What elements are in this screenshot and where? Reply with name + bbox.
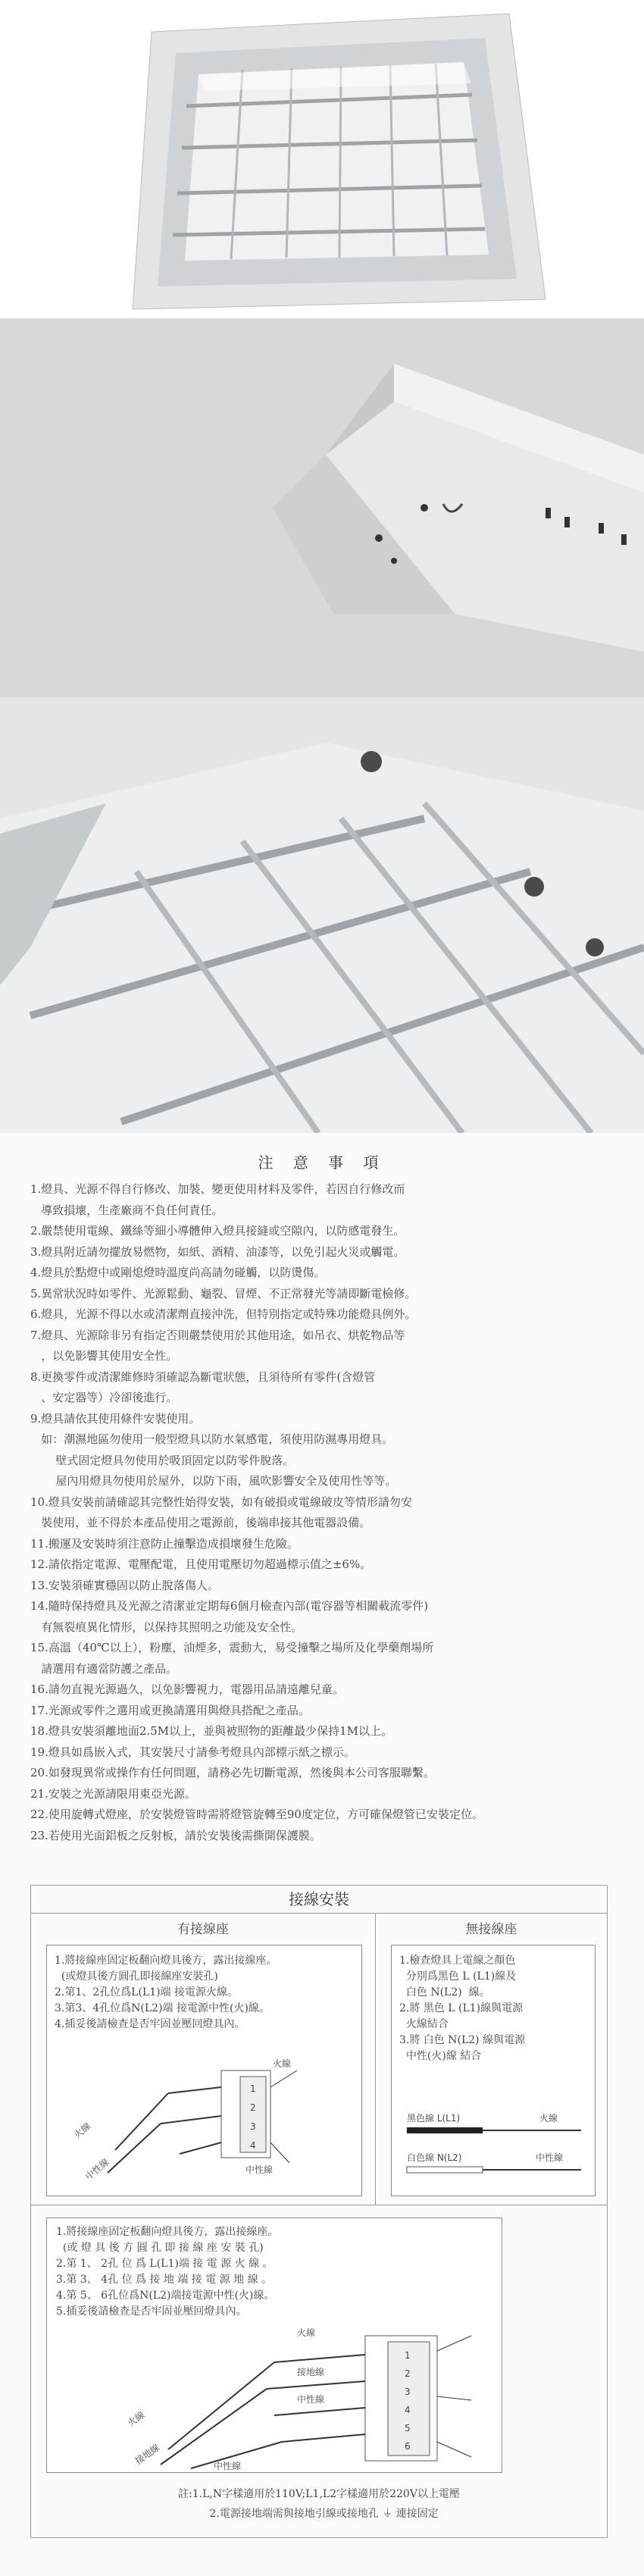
- notice-item: 18.燈具安裝須離地面2.5M以上，並與被照物的距離最少保持1M以上。: [30, 1724, 392, 1738]
- terminal-block-4-diagram: [47, 2040, 361, 2192]
- divider: [375, 1913, 376, 2205]
- instruction-step: 白色 N(L2) 線。: [399, 1986, 490, 1999]
- notice-item: ，以免影響其使用安全性。: [30, 1349, 178, 1363]
- ground-wire-label: 接地線: [297, 2367, 325, 2377]
- instruction-step: 2.第1、2孔位爲L(L1)端 接電源火線。: [55, 1986, 239, 1999]
- terminal-number: 5: [405, 2423, 411, 2434]
- live-wire-label: 火線: [539, 2113, 558, 2124]
- notice-item: 如：潮濕地區勿使用一般型燈具以防水氣感電，須使用防濕專用燈具。: [30, 1432, 394, 1446]
- notice-item: 、安定器等）冷卻後進行。: [30, 1391, 178, 1404]
- terminal-number: 4: [250, 2140, 256, 2151]
- notice-item: 2.嚴禁使用電線、鐵絲等細小導體伸入燈具接縫或空隙內，以防感電發生。: [30, 1224, 405, 1238]
- product-photo-corner: [0, 318, 644, 697]
- notice-item: 3.燈具附近請勿擺放易燃物，如紙、酒精、油漆等，以免引起火災或觸電。: [30, 1244, 405, 1259]
- terminal-number: 6: [405, 2441, 411, 2452]
- live-wire-label: 火線: [273, 2058, 292, 2069]
- instruction-step: 3.將 白色 N(L2) 線與電源: [399, 2034, 526, 2046]
- terminal-number: 4: [405, 2405, 411, 2415]
- notice-item: 1.燈具、光源不得自行修改、加裝、變更使用材料及零件，若因自行修改而: [30, 1182, 405, 1196]
- with-block-steps: [55, 1953, 277, 2033]
- instruction-step: 1.將接線座固定板翻向燈具後方，露出接線座。: [55, 1955, 277, 1967]
- terminal-number: 3: [405, 2387, 411, 2397]
- live-wire-label: 火線: [125, 2409, 147, 2429]
- white-wire: [407, 2167, 483, 2173]
- notice-item: 12.請依指定電源、電壓配電，且使用電壓切勿超過標示值之±6%。: [30, 1557, 372, 1571]
- notice-item: 8.更換零件或清潔維修時須確認為斷電狀態，且須待所有零件(含燈管: [30, 1369, 376, 1384]
- notice-item: 有無裂痕異化情形，以保持其照明之功能及安全性。: [30, 1620, 303, 1634]
- notice-item: 4.燈具於點燈中或剛熄燈時溫度尚高請勿碰觸，以防燙傷。: [30, 1266, 326, 1279]
- neutral-wire-label: 中性線: [536, 2152, 564, 2163]
- notice-list: [30, 1179, 621, 1846]
- notice-item: 導致損壞，生產廠商不負任何責任。: [30, 1203, 224, 1217]
- instruction-step: 3.第 3、 4孔 位 爲 接 地 端 接 電 源 地 線 。: [56, 2274, 273, 2286]
- live-wire-label: 火線: [297, 2327, 316, 2338]
- neutral-wire-label: 中性線: [297, 2394, 325, 2405]
- notice-item: 22.使用旋轉式燈座，於安裝燈管時需將燈管旋轉至90度定位，方可確保燈管已安裝定位。: [30, 1808, 483, 1821]
- notice-item: 請選用有適當防護之產品。: [30, 1661, 178, 1676]
- notice-item: 21.安裝之光源請限用東亞光源。: [30, 1786, 196, 1801]
- instruction-step: 4.第 5、 6孔位爲N(L2)端接電源中性(火)線。: [56, 2290, 275, 2302]
- terminal-number: 2: [250, 2102, 256, 2113]
- terminal-number: 2: [405, 2368, 411, 2379]
- footnote: 2.電源接地端需與接地引線或接地孔 ⏚ 連接固定: [199, 2508, 439, 2520]
- notice-item: 20.如發現異常或操作有任何問題，請務必先切斷電源，然後與本公司客服聯繫。: [30, 1766, 435, 1779]
- instruction-step: 2.第 1、 2孔 位 爲 L(L1)端 接 電 源 火 線 。: [56, 2258, 274, 2270]
- instruction-step: 4.插妥後請檢查是否牢固並壓回燈具內。: [55, 2018, 245, 2030]
- ground-wire-label: 接地線: [133, 2442, 162, 2467]
- without-block-panel: [391, 1945, 596, 2196]
- instruction-step: 2.將 黑色 L (L1)線與電源: [399, 2002, 524, 2014]
- black-wire-label: 黑色線 L(L1): [407, 2113, 461, 2124]
- six-hole-steps: [56, 2224, 278, 2320]
- notice-item: 屋內用燈具勿使用於屋外，以防下雨，風吹影響安全及使用性等等。: [30, 1474, 397, 1488]
- instruction-step: 3.第3、4孔位爲N(L2)端 接電源中性(火)線。: [55, 2002, 270, 2014]
- notice-item: 9.燈具請依其使用條件安裝使用。: [30, 1411, 201, 1426]
- instruction-step: (或燈具後方圓孔即接線座安裝孔): [55, 1970, 218, 1983]
- wire-color-diagram: [392, 2105, 595, 2188]
- instruction-step: (或 燈 具 後 方 圓 孔 即 接 線 座 安 裝 孔): [56, 2242, 264, 2254]
- notice-item: 13.安裝須確實穩固以防止脫落傷人。: [30, 1578, 219, 1592]
- divider: [31, 1913, 607, 1914]
- terminal-block-6-diagram: [47, 2321, 502, 2472]
- wiring-title: 接線安裝: [289, 1890, 349, 1908]
- product-photo-top: [0, 0, 644, 318]
- neutral-wire-label: 中性線: [245, 2164, 274, 2175]
- with-block-panel: [46, 1945, 362, 2196]
- instruction-step: 5.插妥後請檢查是否牢固並壓回燈具內。: [56, 2305, 247, 2318]
- notice-title: 注 意 事 項: [258, 1153, 386, 1172]
- notice-item: 壁式固定燈具勿使用於吸頂固定以防零件脫落。: [30, 1453, 295, 1467]
- notice-item: 16.請勿直視光源過久，以免影響視力，電器用品請遠離兒童。: [30, 1682, 344, 1696]
- with-block-heading: 有接線座: [177, 1922, 229, 1937]
- terminal-number: 1: [405, 2350, 411, 2361]
- live-wire-label: 火線: [71, 2121, 93, 2141]
- instruction-step: 1.將接線座固定板翻向燈具後方，露出接線座。: [56, 2226, 279, 2238]
- notice-item: 裝使用，並不得於本產品使用之電源前，後端串接其他電器設備。: [30, 1516, 371, 1529]
- notice-item: 11.搬運及安裝時須注意防止撞擊造成損壞發生危險。: [30, 1536, 299, 1551]
- footnote: 註:1.L,N字樣適用於110V;L1,L2字樣適用於220V以上電壓: [178, 2488, 460, 2500]
- wiring-section: [30, 1885, 608, 2538]
- neutral-wire-label: 中性線: [83, 2156, 111, 2183]
- without-block-heading: 無接線座: [465, 1922, 517, 1937]
- notice-item: 6.燈具，光源不得以水或清潔劑直接沖洗，但特別指定或特殊功能燈具例外。: [30, 1307, 417, 1321]
- wiring-footnotes: [31, 2484, 607, 2524]
- notice-item: 10.燈具安裝前請確認其完整性始得安裝，如有破損或電線破皮等情形請勿安: [30, 1495, 412, 1509]
- instruction-step: 中性(火)線 結合: [399, 2050, 482, 2062]
- neutral-wire-label: 中性線: [214, 2461, 242, 2471]
- notice-item: 19.燈具如爲嵌入式，其安裝尺寸請參考燈具內部標示紙之標示。: [30, 1745, 355, 1759]
- notice-item: 15.高溫（40℃以上），粉塵，油煙多，震動大，易受撞擊之場所及化學藥劑場所: [30, 1641, 434, 1654]
- six-hole-panel: [46, 2218, 502, 2473]
- terminal-number: 3: [250, 2121, 256, 2132]
- notice-item: 23.若使用光面鋁板之反射板，請於安裝後需撕開保護膜。: [30, 1828, 321, 1842]
- white-wire-label: 白色線 N(L2): [407, 2152, 462, 2163]
- black-wire: [407, 2127, 483, 2133]
- instruction-step: 火線結合: [399, 2018, 449, 2030]
- notice-item: 7.燈具、光源除非另有指定否則嚴禁使用於其他用途，如吊衣、烘乾物品等: [30, 1328, 405, 1342]
- terminal-number: 1: [250, 2083, 256, 2094]
- instruction-step: 1.檢查燈具上電線之顏色: [399, 1955, 516, 1967]
- notice-item: 14.隨時保持燈具及光源之清潔並定期每6個月檢查內部(電容器等相關載流零件): [30, 1599, 429, 1613]
- without-block-steps: [399, 1953, 525, 2064]
- notice-item: 5.異常狀況時如零件、光源鬆動、龜裂、冒煙、不正常發光等請即斷電檢修。: [30, 1286, 417, 1301]
- instruction-step: 分別爲黑色 L (L1)線及: [399, 1970, 517, 1983]
- product-photo-louver: [0, 697, 644, 1133]
- notice-item: 17.光源或零件之選用或更換請選用與燈具搭配之產品。: [30, 1703, 310, 1717]
